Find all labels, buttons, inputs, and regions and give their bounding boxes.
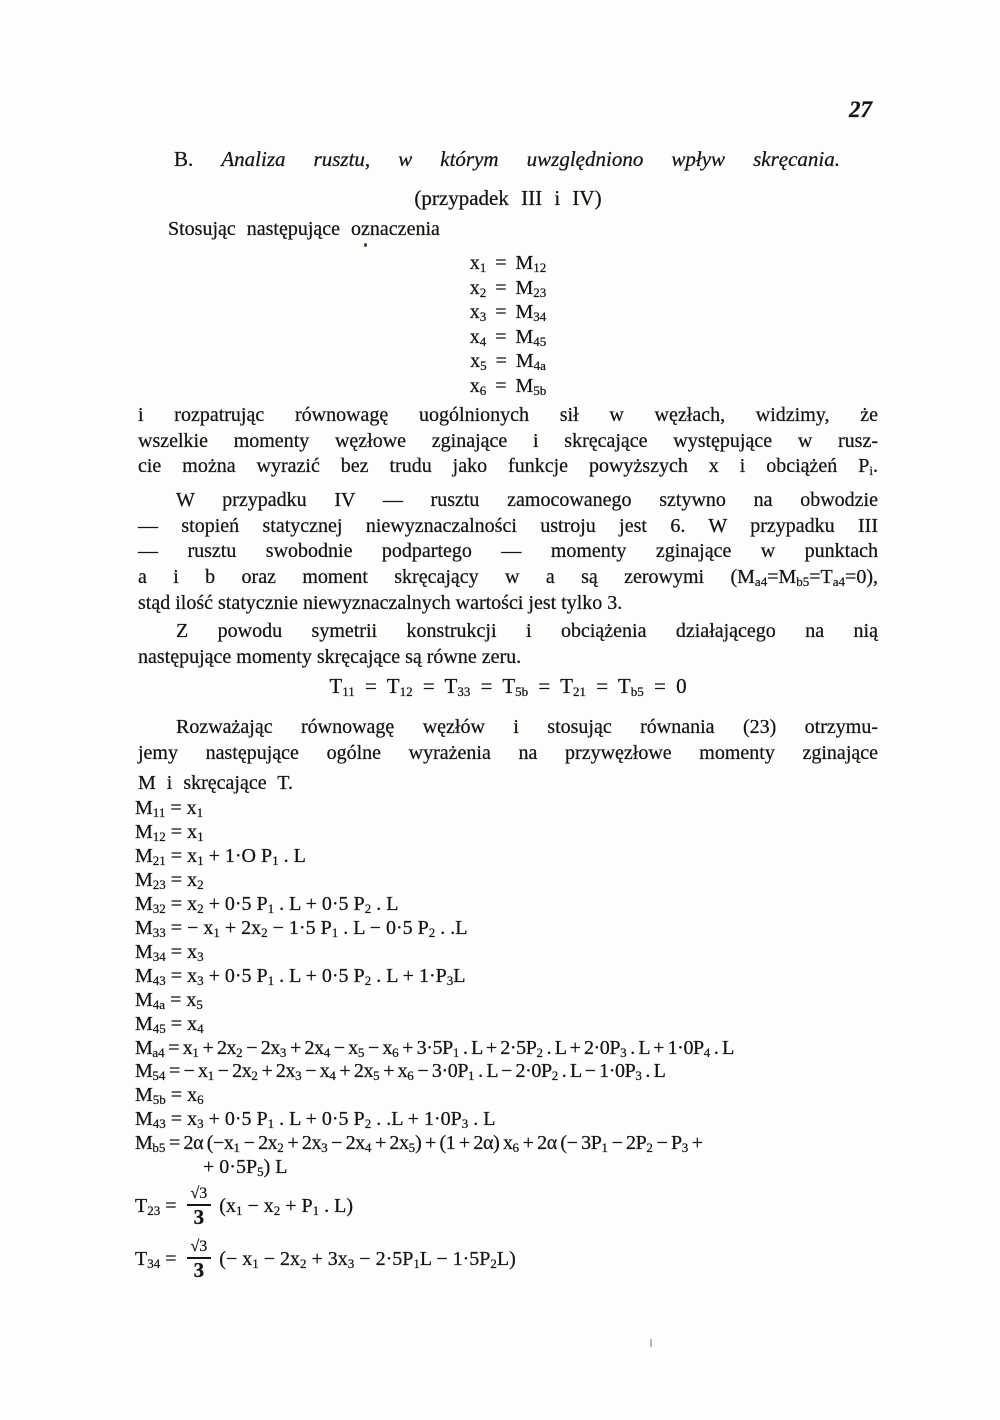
section-title: Analiza rusztu, w którym uwzględniono wpływ skręcania. — [221, 147, 840, 171]
paragraph-line: jemy następujące ogólne wyrażenia na przywęzłowe momenty zginające — [138, 741, 878, 764]
equation-rhs: ($x_1 - x_2 + P_1$ . L) — [219, 1195, 354, 1218]
section-heading — [174, 147, 840, 172]
equation-lhs: $T_{23}$ = — [135, 1195, 177, 1218]
fraction-denominator: 3 — [193, 1258, 205, 1282]
fraction-numerator: √3 — [187, 1184, 212, 1206]
torsion-zero-equation: $T_{11} = T_{12} = T_{33} = T_{5b} = T_{21} = T_{b5} = 0$ — [329, 674, 687, 699]
paragraph-line: stąd ilość statycznie niewyznaczalnych wartości jest tylko 3. — [138, 591, 623, 614]
equation-line: $M_{21} = x_1 + 1\cdot O$ $P_1$ . L — [135, 844, 306, 868]
definition-line: $x_3 = M_{34}$ — [469, 301, 547, 325]
page-number: 27 — [849, 97, 872, 122]
paragraph-line: cie można wyrazić bez trudu jako funkcje powyższych x i obciążeń $P_i$. — [138, 455, 878, 479]
definition-line: $x_4 = M_{45}$ — [469, 325, 547, 349]
paragraph-line: W przypadku IV — rusztu zamocowanego sztywno na obwodzie — [176, 489, 878, 511]
paragraph-line: a i b oraz moment skręcający w a są zerowymi $(M_{a4}=M_{b5}=T_{a4}=0)$, — [138, 566, 878, 590]
moment-equations-block — [135, 797, 895, 1180]
fraction — [187, 1237, 212, 1282]
equation-line: $M_{b5} = 2\alpha$ $(-x_1 - 2x_2 + 2x_3 - 2x_4 + 2x_5) + (1 + 2\alpha) x_6 + 2\alpha$ (− $3P_1 - 2P_2 - P_3$ + — [135, 1132, 703, 1156]
equation-line: $M_{43} = x_3 + 0\cdot 5$ $P_1$ . L + 0·5 $P_2$ . $.L + 1\cdot 0P_3$ . L — [135, 1108, 496, 1132]
torsion-equation — [135, 1184, 353, 1229]
equation-lhs: $T_{34}$ = — [135, 1248, 177, 1271]
paragraph — [138, 403, 878, 480]
paragraph-line: Rozważając równowagę węzłów i stosując równania (23) otrzymu- — [176, 716, 878, 738]
equation-rhs: (− $x_1 - 2x_2 + 3x_3 - 2\cdot 5P_1L - 1\cdot 5P_2L$) — [219, 1248, 516, 1271]
fraction-denominator: 3 — [193, 1205, 205, 1229]
equation-continuation-line: + $0\cdot 5P_5$) L — [203, 1156, 288, 1180]
paragraph-line: wszelkie momenty węzłowe zginające i skręcające występujące w rusz- — [138, 429, 878, 452]
equation-line: $M_{34} = x_3$ — [135, 940, 204, 964]
intro-line: Stosując następujące oznaczenia — [168, 218, 440, 240]
equation-line: $M_{45} = x_4$ — [135, 1012, 204, 1036]
paragraph-line: — stopień statycznej niewyznaczalności ustroju jest 6. W przypadku III — [138, 514, 878, 537]
definitions-block — [138, 251, 878, 399]
fraction-numerator: √3 — [187, 1237, 212, 1259]
equation-line: $M_{33}$ = − $x_1 + 2x_2 - 1\cdot 5$ $P_1$ . L − 0·5 $P_2$ . .L — [135, 916, 468, 940]
paragraph — [138, 715, 878, 797]
definition-line: $x_1 = M_{12}$ — [469, 252, 547, 275]
paragraph — [138, 619, 878, 670]
equation-line: $M_{54}$ = − $x_1 - 2x_2 + 2x_3 - x_4 + 2x_5 + x_6 - 3\cdot 0P_1$ . $L - 2\cdot 0P_2$ . $L - 1\cdot 0P_3$ . L — [135, 1060, 666, 1084]
definition-line: $x_6 = M_{5b}$ — [469, 374, 547, 398]
equation-line: $M_{4a} = x_5$ — [135, 988, 203, 1012]
equation-line: $M_{43} = x_3 + 0\cdot 5$ $P_1$ . L + 0·5 $P_2$ . $L + 1\cdot P_3L$ — [135, 964, 466, 988]
paragraph-line: Z powodu symetrii konstrukcji i obciążenia działającego na nią — [176, 620, 878, 642]
equation-line: $M_{12} = x_1$ — [135, 820, 204, 844]
section-subtitle: (przypadek III i IV) — [414, 186, 602, 210]
paragraph-line: — rusztu swobodnie podpartego — momenty zginające w punktach — [138, 540, 878, 563]
fraction — [187, 1184, 212, 1229]
equation-line: $M_{11} = x_1$ — [135, 797, 204, 820]
scan-artifact-mark — [650, 1339, 652, 1347]
definition-line: $x_2 = M_{23}$ — [469, 276, 547, 300]
paragraph-line: i rozpatrując równowagę uogólnionych sił w węzłach, widzimy, że — [138, 404, 878, 426]
scan-artifact-dot — [364, 243, 367, 247]
paragraph-line: M i skręcające T. — [138, 772, 293, 795]
equation-line: $M_{23} = x_2$ — [135, 868, 204, 892]
equation-line: $M_{5b} = x_6$ — [135, 1084, 204, 1108]
equation-line: $M_{a4} = x_1 + 2x_2 - 2x_3 + 2x_4 - x_5 - x_6 + 3\cdot 5P_1$ . $L + 2\cdot 5P_2$ . $L + 2\cdot 0P_3$ . $L + 1\cdot 0P_4$ . L — [135, 1036, 734, 1060]
section-label: B. — [174, 147, 194, 171]
torsion-equation — [135, 1237, 516, 1282]
definition-line: $x_5 = M_{4a}$ — [470, 350, 546, 374]
equation-line: $M_{32} = x_2 + 0\cdot 5$ $P_1$ . L + 0·5 $P_2$ . L — [135, 892, 399, 916]
paragraph-line: następujące momenty skręcające są równe zeru. — [138, 645, 522, 668]
paragraph — [138, 488, 878, 617]
